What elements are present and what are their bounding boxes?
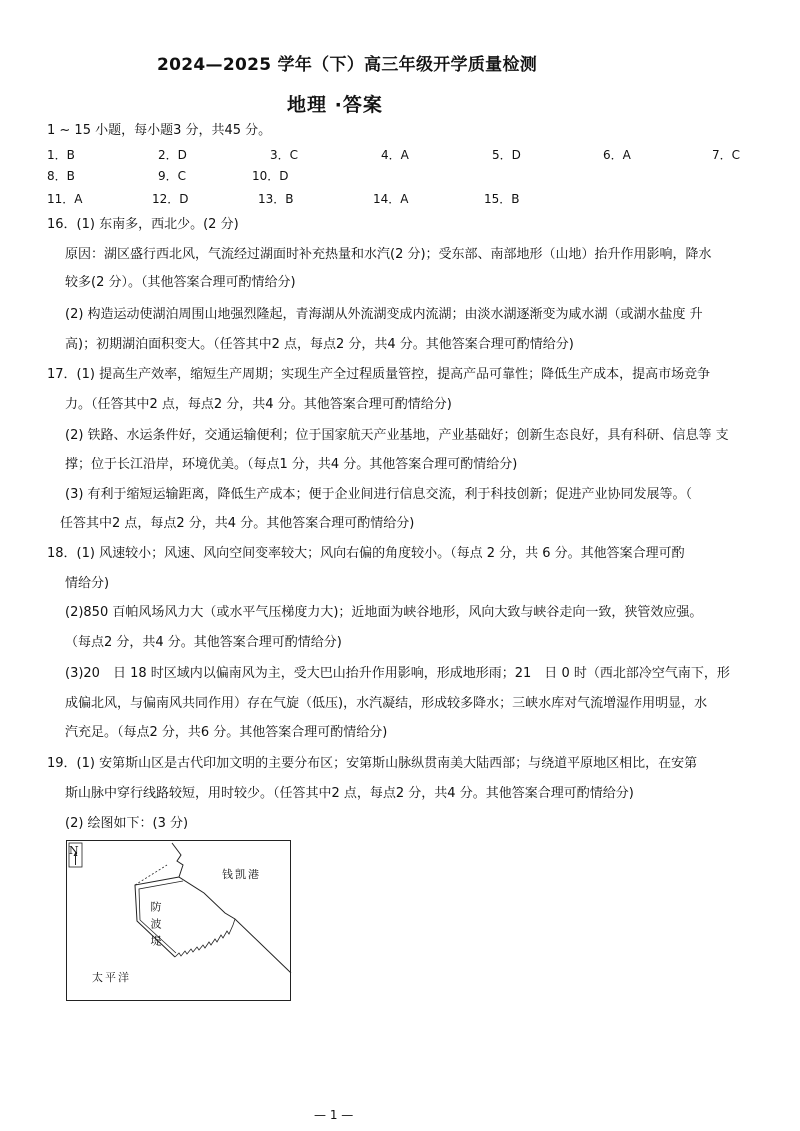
port-label: 钱凯港 xyxy=(222,868,261,881)
answer-item: 2．D xyxy=(158,148,187,162)
q16-line: 较多(2 分）。（其他答案合理可酌情给分) xyxy=(65,275,296,290)
page-title: 2024—2025 学年（下）高三年级开学质量检测 xyxy=(157,55,538,75)
answer-item: 13．B xyxy=(258,192,294,206)
q17-line: 力。（任答其中2 点，每点2 分，共4 分。其他答案合理可酌情给分) xyxy=(65,397,452,412)
answer-item: 1．B xyxy=(47,148,75,162)
q17-line: (2) 铁路、水运条件好，交通运输便利；位于国家航天产业基地，产业基础好；创新生态良好，具有科研、信息等 支 xyxy=(65,428,729,443)
q18-line: 汽充足。（每点2 分，共6 分。其他答案合理可酌情给分) xyxy=(65,725,388,740)
answer-item: 6．A xyxy=(603,148,631,162)
answer-item: 9．C xyxy=(158,169,187,183)
q17-line: 17．(1) 提高生产效率，缩短生产周期；实现生产全过程质量管控，提高产品可靠性；降低生产成本，提高市场竞争 xyxy=(47,367,711,382)
breakwater-label: 防波堤 xyxy=(149,901,162,952)
q18-line: (3)20 日 18 时区域内以偏南风为主，受大巴山抬升作用影响，形成地形雨；21 日 0 时（西北部冷空气南下，形 xyxy=(65,666,730,681)
q16-line: (2) 构造运动使湖泊周围山地强烈隆起，青海湖从外流湖变成内流湖；由淡水湖逐渐变为咸水湖（或湖水盐度 升 xyxy=(65,307,703,322)
q18-line: 成偏北风，与偏南风共同作用）存在气旋（低压)，水汽凝结，形成较多降水；三峡水库对气流增湿作用明显，水 xyxy=(65,696,708,711)
choice-intro: 1 ~ 15 小题，每小题3 分，共45 分。 xyxy=(47,123,272,138)
q16-line: 16．(1) 东南多，西北少。(2 分) xyxy=(47,217,239,232)
north-label: N xyxy=(69,844,79,857)
q16-line: 原因：湖区盛行西北风，气流经过湖面时补充热量和水汽(2 分)；受东部、南部地形（山地）抬升作用影响，降水 xyxy=(65,247,712,262)
q18-line: (2)850 百帕风场风力大（或水平气压梯度力大)；近地面为峡谷地形，风向大致与峡谷走向一致，狭管效应强。 xyxy=(65,605,703,620)
q18-line: 18．(1) 风速较小；风速、风向空间变率较大；风向右偏的角度较小。（每点 2 分，共 6 分。其他答案合理可酌 xyxy=(47,546,685,561)
answer-item: 3．C xyxy=(270,148,299,162)
q18-line: （每点2 分，共4 分。其他答案合理可酌情给分) xyxy=(65,635,342,650)
page-subtitle: 地理 ·答案 xyxy=(287,94,383,116)
q19-line: 斯山脉中穿行线路较短，用时较少。（任答其中2 点，每点2 分，共4 分。其他答案合理可酌情给分) xyxy=(65,786,634,801)
q19-line: 19．(1) 安第斯山区是古代印加文明的主要分布区；安第斯山脉纵贯南美大陆西部；与绕道平原地区相比，在安第 xyxy=(47,756,698,771)
q17-line: (3) 有利于缩短运输距离，降低生产成本；便于企业间进行信息交流，利于科技创新；促进产业协同发展等。（ xyxy=(65,487,693,502)
q17-line: 任答其中2 点，每点2 分，共4 分。其他答案合理可酌情给分) xyxy=(60,516,415,531)
answer-item: 11．A xyxy=(47,192,83,206)
ocean-label: 太平洋 xyxy=(92,971,131,984)
armor-stones xyxy=(175,919,235,957)
answer-item: 15．B xyxy=(484,192,520,206)
q19-line: (2) 绘图如下：(3 分) xyxy=(65,816,189,831)
answer-item: 5．D xyxy=(492,148,521,162)
q16-line: 高)；初期湖泊面积变大。（任答其中2 点，每点2 分，共4 分。其他答案合理可酌情给分) xyxy=(65,337,574,352)
answer-item: 10．D xyxy=(252,169,289,183)
answer-item: 4．A xyxy=(381,148,409,162)
answer-item: 12．D xyxy=(152,192,189,206)
q18-line: 情给分) xyxy=(65,576,110,591)
q17-line: 撑；位于长江沿岸，环境优美。（每点1 分，共4 分。其他答案合理可酌情给分) xyxy=(65,457,518,472)
answer-item: 8．B xyxy=(47,169,75,183)
coastline xyxy=(172,843,291,973)
page-number: — 1 — xyxy=(314,1108,354,1122)
breakwater-map xyxy=(66,840,291,1001)
answer-item: 14．A xyxy=(373,192,409,206)
answer-item: 7．C xyxy=(712,148,741,162)
